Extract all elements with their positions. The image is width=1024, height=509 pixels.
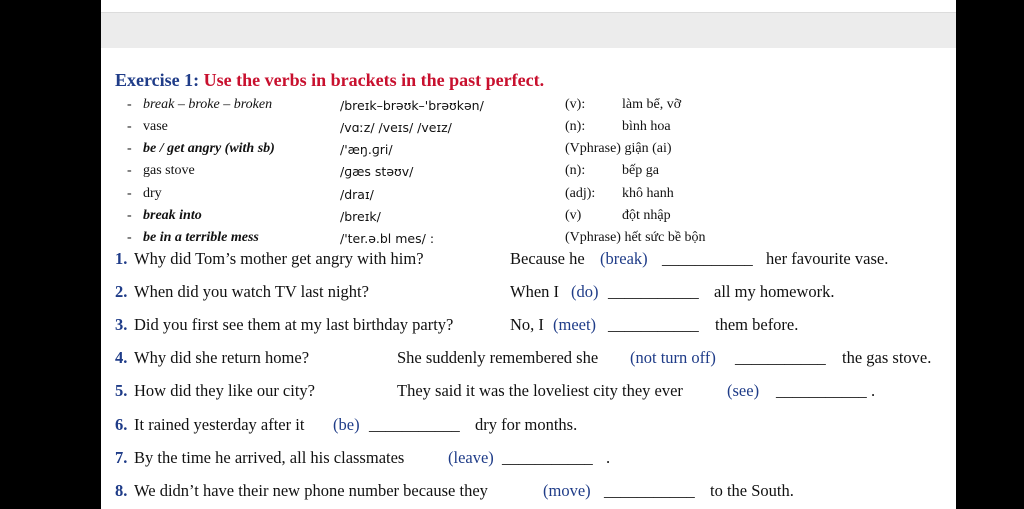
vocab-ipa: /vɑːz/ /veɪs/ /veɪz/ bbox=[340, 120, 452, 135]
answer-prefix: They said it was the loveliest city they ever bbox=[397, 381, 683, 400]
question-text: By the time he arrived, all his classmates bbox=[134, 448, 405, 467]
question-number: 6. bbox=[115, 415, 128, 434]
question-text: We didn’t have their new phone number because they bbox=[134, 481, 488, 500]
verb-hint: (move) bbox=[543, 481, 591, 500]
vocab-pos: (adj): bbox=[565, 186, 596, 201]
vocab-row: - gas stove /ɡæs stəʊv/ (n): bếp ga bbox=[127, 163, 659, 179]
vocab-ipa: /ɡæs stəʊv/ bbox=[340, 164, 414, 179]
answer-blank[interactable]: ___________ bbox=[604, 481, 695, 500]
question-number: 2. bbox=[115, 282, 128, 301]
vocab-meaning: bình hoa bbox=[622, 119, 671, 134]
exercise-number: Exercise 1: bbox=[115, 70, 200, 90]
vocab-meaning: làm bể, vỡ bbox=[622, 97, 682, 112]
question-number: 8. bbox=[115, 481, 128, 500]
answer-suffix: the gas stove. bbox=[842, 348, 932, 367]
verb-hint: (break) bbox=[600, 249, 648, 268]
answer-prefix: When I bbox=[510, 282, 560, 301]
vocab-meaning: bếp ga bbox=[622, 163, 659, 178]
header-band bbox=[101, 12, 956, 48]
verb-hint: (not turn off) bbox=[630, 348, 716, 367]
vocab-pos: (Vphrase) giận (ai) bbox=[565, 141, 672, 156]
vocab-ipa: /'ter.ə.bl mes/ : bbox=[340, 231, 435, 246]
question-text: It rained yesterday after it bbox=[134, 415, 305, 434]
question-1 bbox=[101, 249, 956, 275]
question-2 bbox=[101, 282, 956, 308]
question-number: 5. bbox=[115, 381, 128, 400]
answer-blank[interactable]: ___________ bbox=[369, 415, 460, 434]
vocab-word: dry bbox=[143, 186, 162, 201]
answer-suffix: to the South. bbox=[710, 481, 794, 500]
question-7 bbox=[101, 448, 956, 474]
vocab-pos: (v): bbox=[565, 97, 586, 112]
answer-suffix: . bbox=[606, 448, 611, 467]
verb-hint: (leave) bbox=[448, 448, 494, 467]
vocab-row: - be / get angry (with sb) /'æŋ.ɡri/ (Vphrase) giận (ai) bbox=[127, 141, 672, 157]
answer-suffix: . bbox=[871, 381, 876, 400]
question-text: When did you watch TV last night? bbox=[134, 282, 369, 301]
answer-blank[interactable]: ___________ bbox=[776, 381, 867, 400]
vocab-meaning: đột nhập bbox=[622, 208, 671, 223]
verb-hint: (meet) bbox=[553, 315, 597, 334]
answer-suffix: them before. bbox=[715, 315, 799, 334]
exercise-instruction: Use the verbs in brackets in the past perfect. bbox=[203, 70, 545, 90]
vocab-pos: (n): bbox=[565, 119, 586, 134]
vocab-row: - vase /vɑːz/ /veɪs/ /veɪz/ (n): bình hoa bbox=[127, 119, 671, 135]
answer-prefix: She suddenly remembered she bbox=[397, 348, 599, 367]
question-8 bbox=[101, 481, 956, 507]
answer-suffix: all my homework. bbox=[714, 282, 835, 301]
answer-blank[interactable]: ___________ bbox=[608, 315, 699, 334]
answer-suffix: dry for months. bbox=[475, 415, 578, 434]
vocab-word: be / get angry (with sb) bbox=[143, 141, 275, 156]
question-number: 1. bbox=[115, 249, 128, 268]
answer-blank[interactable]: ___________ bbox=[502, 448, 593, 467]
verb-hint: (do) bbox=[571, 282, 599, 301]
question-5 bbox=[101, 381, 956, 407]
vocab-word: gas stove bbox=[143, 163, 195, 178]
vocab-ipa: /'æŋ.ɡri/ bbox=[340, 142, 393, 157]
vocab-pos: (v) bbox=[565, 208, 582, 223]
vocab-ipa: /breɪk/ bbox=[340, 209, 381, 224]
vocab-word: vase bbox=[143, 119, 168, 134]
exercise-title bbox=[115, 70, 544, 91]
answer-blank[interactable]: ___________ bbox=[662, 249, 753, 268]
answer-prefix: No, I bbox=[510, 315, 544, 334]
question-3 bbox=[101, 315, 956, 341]
vocab-pos: (n): bbox=[565, 163, 586, 178]
question-text: Why did Tom’s mother get angry with him? bbox=[134, 249, 424, 268]
vocab-word: break into bbox=[143, 208, 202, 223]
question-text: How did they like our city? bbox=[134, 381, 316, 400]
vocab-row: - dry /draɪ/ (adj): khô hanh bbox=[127, 186, 674, 202]
vocab-ipa: /draɪ/ bbox=[340, 187, 374, 202]
answer-suffix: her favourite vase. bbox=[766, 249, 889, 268]
question-4 bbox=[101, 348, 956, 374]
vocab-word: be in a terrible mess bbox=[143, 230, 259, 245]
question-6 bbox=[101, 415, 956, 441]
question-text: Why did she return home? bbox=[134, 348, 310, 367]
question-text: Did you first see them at my last birthday party? bbox=[134, 315, 454, 334]
verb-hint: (see) bbox=[727, 381, 760, 400]
question-number: 7. bbox=[115, 448, 128, 467]
worksheet-page bbox=[101, 0, 956, 509]
vocab-row: - break – broke – broken /breɪk–brəʊk–'brəʊkən/ (v): làm bể, vỡ bbox=[127, 97, 682, 113]
vocab-ipa: /breɪk–brəʊk–'brəʊkən/ bbox=[340, 98, 484, 113]
question-number: 4. bbox=[115, 348, 128, 367]
answer-blank[interactable]: ___________ bbox=[735, 348, 826, 367]
vocab-pos: (Vphrase) hết sức bề bộn bbox=[565, 230, 706, 245]
vocab-row: - break into /breɪk/ (v) đột nhập bbox=[127, 208, 671, 224]
verb-hint: (be) bbox=[333, 415, 360, 434]
vocab-word: break – broke – broken bbox=[143, 97, 273, 112]
question-number: 3. bbox=[115, 315, 128, 334]
answer-prefix: Because he bbox=[510, 249, 585, 268]
vocab-row: - be in a terrible mess /'ter.ə.bl mes/ : (Vphrase) hết sức bề bộn bbox=[127, 230, 706, 246]
vocab-meaning: khô hanh bbox=[622, 186, 674, 201]
answer-blank[interactable]: ___________ bbox=[608, 282, 699, 301]
